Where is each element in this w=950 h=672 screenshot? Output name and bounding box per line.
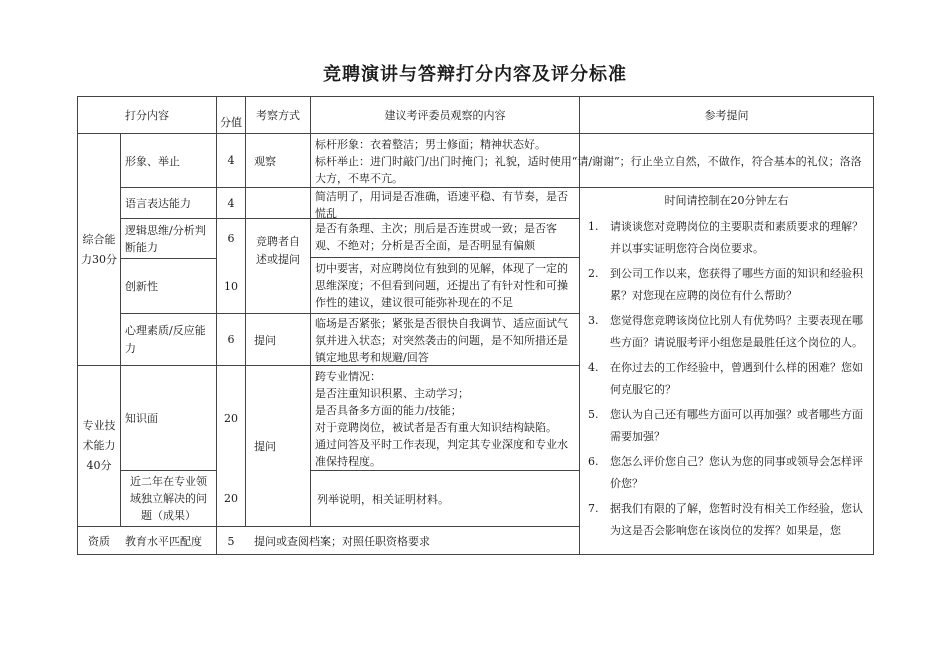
item-method: 观察 — [254, 154, 276, 168]
header-method: 考察方式 — [256, 109, 300, 122]
reference-panel — [580, 188, 873, 555]
item-label: 逻辑思维/分析判断能力 — [125, 223, 206, 254]
item-score: 4 — [227, 196, 235, 210]
reference-intro: 时间请控制在20分钟左右 — [664, 194, 789, 207]
question-text: 您认为自己还有哪些方面可以再加强？或者哪些方面需要加强？ — [610, 408, 863, 443]
group-professional: 专业技术能力40分 — [82, 419, 116, 472]
item-label: 近二年在专业领域独立解决的问题（成果） — [130, 475, 207, 522]
item-score: 4 — [227, 154, 235, 167]
item-observe: 临场是否紧张；紧张是否很快自我调节、适应面试气氛并进入状态；对突然袭击的问题，是不知所措还是镇定地思考和规避/回答 — [315, 317, 568, 364]
group-comprehensive: 综合能力30分 — [81, 232, 117, 266]
reference-question-list — [588, 216, 865, 542]
list-item: 6. 您怎么评价您自己？您认为您的同事或领导会怎样评价您？ — [588, 451, 865, 495]
header-content: 打分内容 — [125, 109, 169, 122]
method-question: 提问 — [254, 440, 276, 453]
list-item: 5. 您认为自己还有哪些方面可以再加强？或者哪些方面需要加强？ — [588, 404, 865, 448]
list-item: 3. 您觉得您竞聘该岗位比别人有优势吗？主要表现在哪些方面？请说服考评小组您是最胜任这个岗位的人。 — [588, 310, 865, 354]
list-item: 1. 请谈谈您对竞聘岗位的主要职责和素质要求的理解？并以事实证明您符合岗位要求。 — [588, 216, 865, 260]
item-label: 创新性 — [125, 280, 158, 293]
method-speech: 竞聘者自述或提问 — [256, 234, 300, 266]
item-score: 10 — [224, 279, 238, 293]
item-observe: 跨专业情况： 是否注重知识积累、主动学习； 是否具备多方面的能力/技能； 对于竞聘岗位，被试者是否有重大知识结构缺陷。 通过问答及平时工作表现，判定其专业深度和专业水准保持程度。 — [315, 370, 568, 468]
item-observe: 标杆形象：衣着整洁；男士修面；精神状态好。 标杆举止：进门时敲门/出门时掩门；礼貌，适时使用“请/谢谢”；行止坐立自然，不做作，符合基本的礼仪；洛洛大方，不卑不亢。 — [315, 138, 862, 185]
question-text: 您怎么评价您自己？您认为您的同事或领导会怎样评价您？ — [610, 455, 863, 490]
item-label: 教育水平匹配度 — [125, 535, 202, 548]
group-qualification: 资质 — [88, 535, 110, 548]
item-method: 提问或查阅档案；对照任职资格要求 — [254, 535, 430, 548]
item-observe: 简洁明了，用词是否准确，语速平稳、有节奏，是否慌乱 — [315, 190, 568, 220]
header-score: 分值 — [220, 116, 242, 129]
list-item: 4. 在你过去的工作经验中，曾遇到什么样的困难？您如何克服它的？ — [588, 357, 865, 401]
page-title: 竞聘演讲与答辩打分内容及评分标准 — [323, 64, 627, 85]
question-text: 到公司工作以来，您获得了哪些方面的知识和经验积累？对您现在应聘的岗位有什么帮助？ — [610, 267, 863, 302]
item-score: 5 — [227, 534, 235, 548]
question-text: 您觉得您竞聘该岗位比别人有优势吗？主要表现在哪些方面？请说服考评小组您是最胜任这个岗位的人。 — [610, 314, 863, 349]
item-score: 6 — [227, 232, 235, 245]
item-score: 6 — [227, 333, 235, 346]
question-text: 请谈谈您对竞聘岗位的主要职责和素质要求的理解？并以事实证明您符合岗位要求。 — [610, 220, 863, 255]
item-score: 20 — [224, 411, 238, 425]
item-label: 语言表达能力 — [125, 197, 191, 210]
item-score: 20 — [224, 492, 238, 505]
header-observe: 建议考评委员观察的内容 — [384, 109, 506, 122]
item-label: 心理素质/反应能力 — [125, 323, 206, 355]
question-text: 据我们有限的了解，您暂时没有相关工作经验，您认为这是否会影响您在该岗位的发挥？如果是，您 — [610, 502, 863, 537]
item-observe: 切中要害，对应聘岗位有独到的见解，体现了一定的思维深度；不但看到问题，还提出了有针对性和可操作性的建议，建议很可能弥补现在的不足 — [315, 262, 568, 309]
list-item: 2. 到公司工作以来，您获得了哪些方面的知识和经验积累？对您现在应聘的岗位有什么帮助？ — [588, 263, 865, 307]
header-score-cell — [217, 97, 245, 133]
item-observe: 是否有条理、主次；刖后是否连贯或一致；是否客观、不绝对；分析是否全面，是否明显有偏颇 — [315, 222, 557, 252]
item-method: 提问 — [254, 333, 276, 347]
item-label: 形象、举止 — [125, 154, 180, 168]
item-observe: 列举说明，相关证明材料。 — [317, 492, 449, 506]
header-reference: 参考提问 — [704, 109, 749, 122]
list-item: 7. 据我们有限的了解，您暂时没有相关工作经验，您认为这是否会影响您在该岗位的发挥？如果是，您 — [588, 498, 865, 542]
item-label: 知识面 — [125, 412, 158, 425]
question-text: 在你过去的工作经验中，曾遇到什么样的困难？您如何克服它的？ — [610, 361, 863, 396]
